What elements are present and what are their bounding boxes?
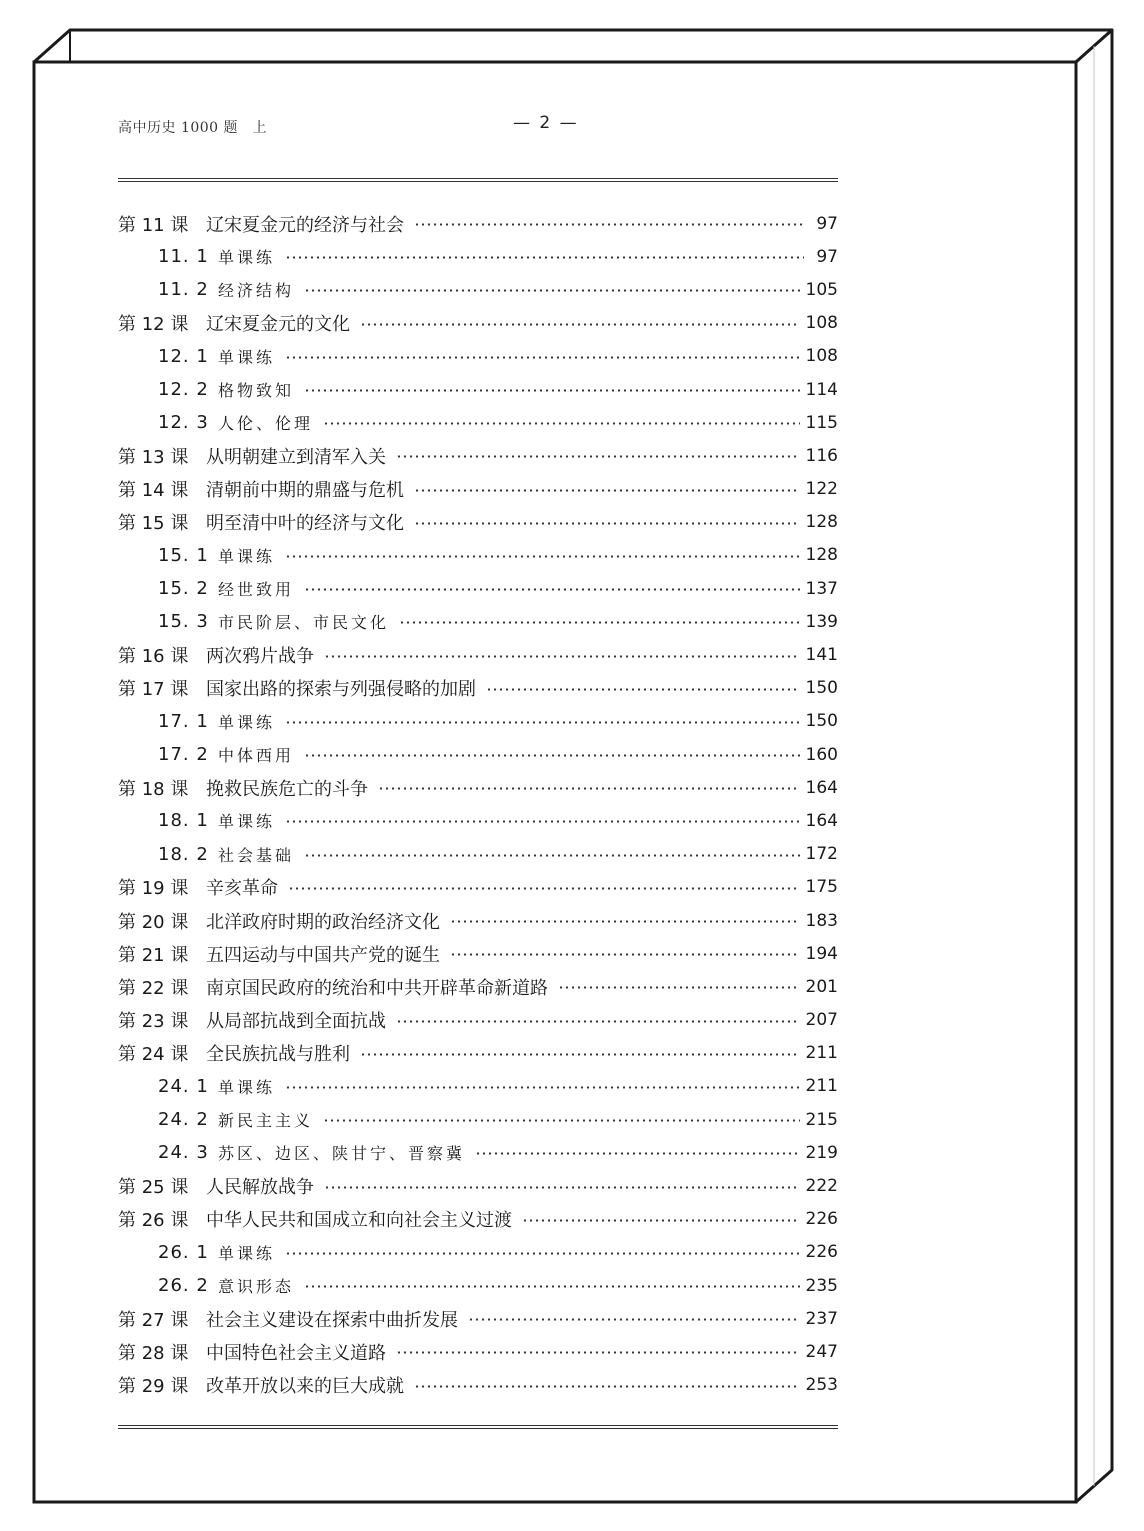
dot-leader — [304, 1285, 800, 1288]
toc-entry-page: 226 — [805, 1242, 838, 1263]
toc-entry-title: 社会主义建设在探索中曲折发展 — [206, 1309, 458, 1331]
dot-leader — [396, 455, 800, 458]
toc-section-entry[interactable] — [118, 1136, 838, 1169]
toc-entry-number: 第 16 课 — [118, 646, 189, 668]
toc-entry-title: 单课练 — [218, 712, 276, 732]
toc-entry-title: 辽宋夏金元的经济与社会 — [206, 214, 404, 236]
dot-leader — [304, 588, 800, 591]
toc-entry-number: 第 12 课 — [118, 314, 189, 336]
toc-entry-title: 意识形态 — [218, 1277, 295, 1297]
toc-entry-title: 社会基础 — [218, 845, 295, 865]
toc-entry-number: 26. 1 — [158, 1241, 209, 1263]
toc-entry-page: 211 — [805, 1076, 838, 1097]
toc-entry-page: 105 — [805, 279, 838, 300]
dot-leader — [288, 887, 800, 890]
toc-entry-page: 128 — [805, 545, 838, 566]
toc-entry-title: 单课练 — [218, 546, 276, 566]
toc-entry-title: 单课练 — [218, 347, 276, 367]
toc-entry-title: 全民族抗战与胜利 — [206, 1044, 350, 1066]
toc-entry-number: 12. 2 — [158, 379, 209, 401]
toc-entry-number: 24. 3 — [158, 1142, 209, 1164]
toc-entry-number: 17. 2 — [158, 744, 209, 766]
page-number: — 2 — — [513, 113, 579, 133]
toc-entry-page: 141 — [805, 645, 838, 666]
toc-lesson-entry[interactable] — [118, 1037, 838, 1070]
dot-leader — [285, 820, 800, 823]
toc-entry-page: 222 — [805, 1176, 838, 1197]
toc-lesson-entry[interactable] — [118, 1169, 838, 1202]
toc-page — [34, 62, 1076, 1502]
toc-entry-title: 苏区、边区、陕甘宁、晋察冀 — [218, 1144, 466, 1164]
toc-entry-page: 115 — [805, 412, 838, 433]
toc-entry-page: 253 — [805, 1375, 838, 1396]
toc-entry-title: 从明朝建立到清军入关 — [206, 446, 386, 468]
toc-lesson-entry[interactable] — [118, 1369, 838, 1402]
toc-lesson-entry[interactable] — [118, 473, 838, 506]
toc-section-entry[interactable] — [118, 804, 838, 837]
toc-lesson-entry[interactable] — [118, 1203, 838, 1236]
toc-section-entry[interactable] — [118, 605, 838, 638]
dot-leader — [324, 1186, 800, 1189]
dot-leader — [522, 1219, 800, 1222]
toc-entry-number: 第 19 课 — [118, 878, 189, 900]
toc-section-entry[interactable] — [118, 1103, 838, 1136]
toc-entry-page: 164 — [805, 777, 838, 798]
toc-entry-number: 15. 1 — [158, 544, 209, 566]
toc-entry-page: 97 — [816, 213, 838, 234]
dot-leader — [304, 289, 800, 292]
toc-section-entry[interactable] — [118, 572, 838, 605]
toc-entry-page: 237 — [805, 1308, 838, 1329]
toc-lesson-entry[interactable] — [118, 1335, 838, 1368]
toc-entry-number: 15. 2 — [158, 578, 209, 600]
dot-leader — [396, 1020, 800, 1023]
toc-section-entry[interactable] — [118, 1070, 838, 1103]
toc-entry-page: 183 — [805, 910, 838, 931]
toc-entry-title: 从局部抗战到全面抗战 — [206, 1011, 386, 1033]
dot-leader — [360, 323, 800, 326]
toc-lesson-entry[interactable] — [118, 207, 838, 240]
toc-entry-title: 五四运动与中国共产党的诞生 — [206, 944, 440, 966]
toc-entry-number: 11. 1 — [158, 246, 209, 268]
toc-lesson-entry[interactable] — [118, 506, 838, 539]
toc-lesson-entry[interactable] — [118, 1004, 838, 1037]
toc-section-entry[interactable] — [118, 705, 838, 738]
toc-entry-number: 第 27 课 — [118, 1309, 189, 1331]
toc-entry-title: 人伦、伦理 — [218, 414, 314, 434]
dot-leader — [475, 1152, 800, 1155]
toc-lesson-entry[interactable] — [118, 307, 838, 340]
toc-entry-title: 中国特色社会主义道路 — [206, 1342, 386, 1364]
toc-entry-number: 第 11 课 — [118, 214, 189, 236]
toc-entry-number: 第 23 课 — [118, 1011, 189, 1033]
toc-entry-number: 第 26 课 — [118, 1210, 189, 1232]
toc-entry-page: 116 — [805, 445, 838, 466]
toc-entry-page: 215 — [805, 1109, 838, 1130]
toc-entry-page: 226 — [805, 1209, 838, 1230]
toc-section-entry[interactable] — [118, 406, 838, 439]
toc-entry-number: 18. 1 — [158, 810, 209, 832]
toc-entry-number: 第 21 课 — [118, 944, 189, 966]
toc-entry-title: 中华人民共和国成立和向社会主义过渡 — [206, 1210, 512, 1232]
dot-leader — [285, 1086, 800, 1089]
toc-lesson-entry[interactable] — [118, 937, 838, 970]
toc-entry-page: 150 — [805, 711, 838, 732]
toc-entry-number: 11. 2 — [158, 279, 209, 301]
toc-entry-number: 17. 1 — [158, 710, 209, 732]
toc-entry-page: 108 — [805, 313, 838, 334]
toc-entry-title: 辛亥革命 — [206, 878, 278, 900]
dot-leader — [558, 986, 800, 989]
toc-section-entry[interactable] — [118, 240, 838, 273]
toc-lesson-entry[interactable] — [118, 1302, 838, 1335]
toc-entry-title: 两次鸦片战争 — [206, 646, 314, 668]
toc-entry-page: 164 — [805, 810, 838, 831]
toc-entry-page: 172 — [805, 844, 838, 865]
toc-entry-title: 辽宋夏金元的文化 — [206, 314, 350, 336]
toc-entry-page: 139 — [805, 611, 838, 632]
toc-entry-title: 格物致知 — [218, 381, 295, 401]
toc-entry-title: 单课练 — [218, 248, 276, 268]
toc-entry-number: 24. 2 — [158, 1109, 209, 1131]
toc-entry-page: 150 — [805, 678, 838, 699]
toc-lesson-entry[interactable] — [118, 638, 838, 671]
toc-entry-number: 第 22 课 — [118, 977, 189, 999]
toc-entry-number: 第 24 课 — [118, 1044, 189, 1066]
toc-entry-title: 单课练 — [218, 812, 276, 832]
toc-lesson-entry[interactable] — [118, 871, 838, 904]
dot-leader — [285, 356, 800, 359]
toc-entry-title: 改革开放以来的巨大成就 — [206, 1376, 404, 1398]
toc-entry-page: 108 — [805, 346, 838, 367]
dot-leader — [414, 1385, 800, 1388]
toc-lesson-entry[interactable] — [118, 904, 838, 937]
footer-rule — [118, 1425, 838, 1429]
dot-leader — [285, 721, 800, 724]
toc-entry-title: 国家出路的探索与列强侵略的加剧 — [206, 679, 476, 701]
toc-section-entry[interactable] — [118, 1236, 838, 1269]
toc-entry-page: 235 — [805, 1275, 838, 1296]
dot-leader — [285, 1252, 800, 1255]
toc-entry-title: 单课练 — [218, 1243, 276, 1263]
toc-entry-page: 247 — [805, 1341, 838, 1362]
toc-entry-title: 人民解放战争 — [206, 1177, 314, 1199]
table-of-contents — [118, 207, 838, 1402]
toc-section-entry[interactable] — [118, 273, 838, 306]
toc-entry-number: 第 15 课 — [118, 513, 189, 535]
toc-entry-title: 明至清中叶的经济与文化 — [206, 513, 404, 535]
dot-leader — [323, 1119, 800, 1122]
toc-entry-number: 18. 2 — [158, 843, 209, 865]
dot-leader — [323, 422, 800, 425]
dot-leader — [450, 953, 800, 956]
dot-leader — [304, 754, 800, 757]
toc-entry-title: 单课练 — [218, 1077, 276, 1097]
toc-entry-title: 新民主主义 — [218, 1111, 314, 1131]
toc-entry-page: 114 — [805, 379, 838, 400]
toc-entry-title: 市民阶层、市民文化 — [218, 613, 390, 633]
toc-lesson-entry[interactable] — [118, 672, 838, 705]
book-title: 高中历史 1000 题 上 — [118, 120, 268, 136]
dot-leader — [285, 555, 800, 558]
toc-entry-page: 175 — [805, 877, 838, 898]
dot-leader — [468, 1318, 800, 1321]
dot-leader — [399, 621, 800, 624]
toc-entry-title: 经济结构 — [218, 281, 295, 301]
toc-entry-title: 中体西用 — [218, 746, 295, 766]
toc-entry-number: 第 20 课 — [118, 911, 189, 933]
toc-entry-page: 160 — [805, 744, 838, 765]
toc-entry-number: 第 17 课 — [118, 679, 189, 701]
toc-entry-number: 12. 1 — [158, 345, 209, 367]
dot-leader — [304, 854, 800, 857]
dot-leader — [378, 787, 800, 790]
dot-leader — [285, 256, 804, 259]
toc-entry-number: 第 25 课 — [118, 1177, 189, 1199]
toc-lesson-entry[interactable] — [118, 771, 838, 804]
toc-lesson-entry[interactable] — [118, 970, 838, 1003]
toc-entry-number: 第 14 课 — [118, 480, 189, 502]
toc-entry-title: 北洋政府时期的政治经济文化 — [206, 911, 440, 933]
toc-entry-number: 24. 1 — [158, 1075, 209, 1097]
toc-entry-page: 97 — [816, 246, 838, 267]
toc-entry-page: 122 — [805, 479, 838, 500]
dot-leader — [304, 389, 800, 392]
toc-entry-number: 15. 3 — [158, 611, 209, 633]
toc-entry-number: 26. 2 — [158, 1275, 209, 1297]
toc-entry-title: 南京国民政府的统治和中共开辟革命新道路 — [206, 977, 548, 999]
toc-section-entry[interactable] — [118, 539, 838, 572]
toc-entry-number: 第 13 课 — [118, 446, 189, 468]
toc-entry-page: 211 — [805, 1043, 838, 1064]
toc-entry-page: 128 — [805, 512, 838, 533]
toc-entry-number: 第 28 课 — [118, 1342, 189, 1364]
page-header — [118, 115, 838, 141]
toc-entry-number: 第 29 课 — [118, 1376, 189, 1398]
toc-section-entry[interactable] — [118, 738, 838, 771]
dot-leader — [414, 223, 804, 226]
toc-section-entry[interactable] — [118, 340, 838, 373]
dot-leader — [360, 1053, 800, 1056]
toc-entry-page: 137 — [805, 578, 838, 599]
dot-leader — [414, 522, 800, 525]
toc-lesson-entry[interactable] — [118, 439, 838, 472]
toc-entry-page: 207 — [805, 1010, 838, 1031]
dot-leader — [414, 489, 800, 492]
toc-section-entry[interactable] — [118, 838, 838, 871]
dot-leader — [324, 655, 800, 658]
toc-entry-page: 219 — [805, 1142, 838, 1163]
dot-leader — [396, 1351, 800, 1354]
toc-entry-title: 经世致用 — [218, 580, 295, 600]
toc-section-entry[interactable] — [118, 1269, 838, 1302]
dot-leader — [486, 688, 800, 691]
toc-entry-title: 挽救民族危亡的斗争 — [206, 778, 368, 800]
toc-entry-page: 201 — [805, 976, 838, 997]
toc-entry-number: 12. 3 — [158, 412, 209, 434]
dot-leader — [450, 920, 800, 923]
toc-section-entry[interactable] — [118, 373, 838, 406]
toc-entry-page: 194 — [805, 943, 838, 964]
header-rule — [118, 178, 838, 182]
toc-entry-title: 清朝前中期的鼎盛与危机 — [206, 480, 404, 502]
toc-entry-number: 第 18 课 — [118, 778, 189, 800]
